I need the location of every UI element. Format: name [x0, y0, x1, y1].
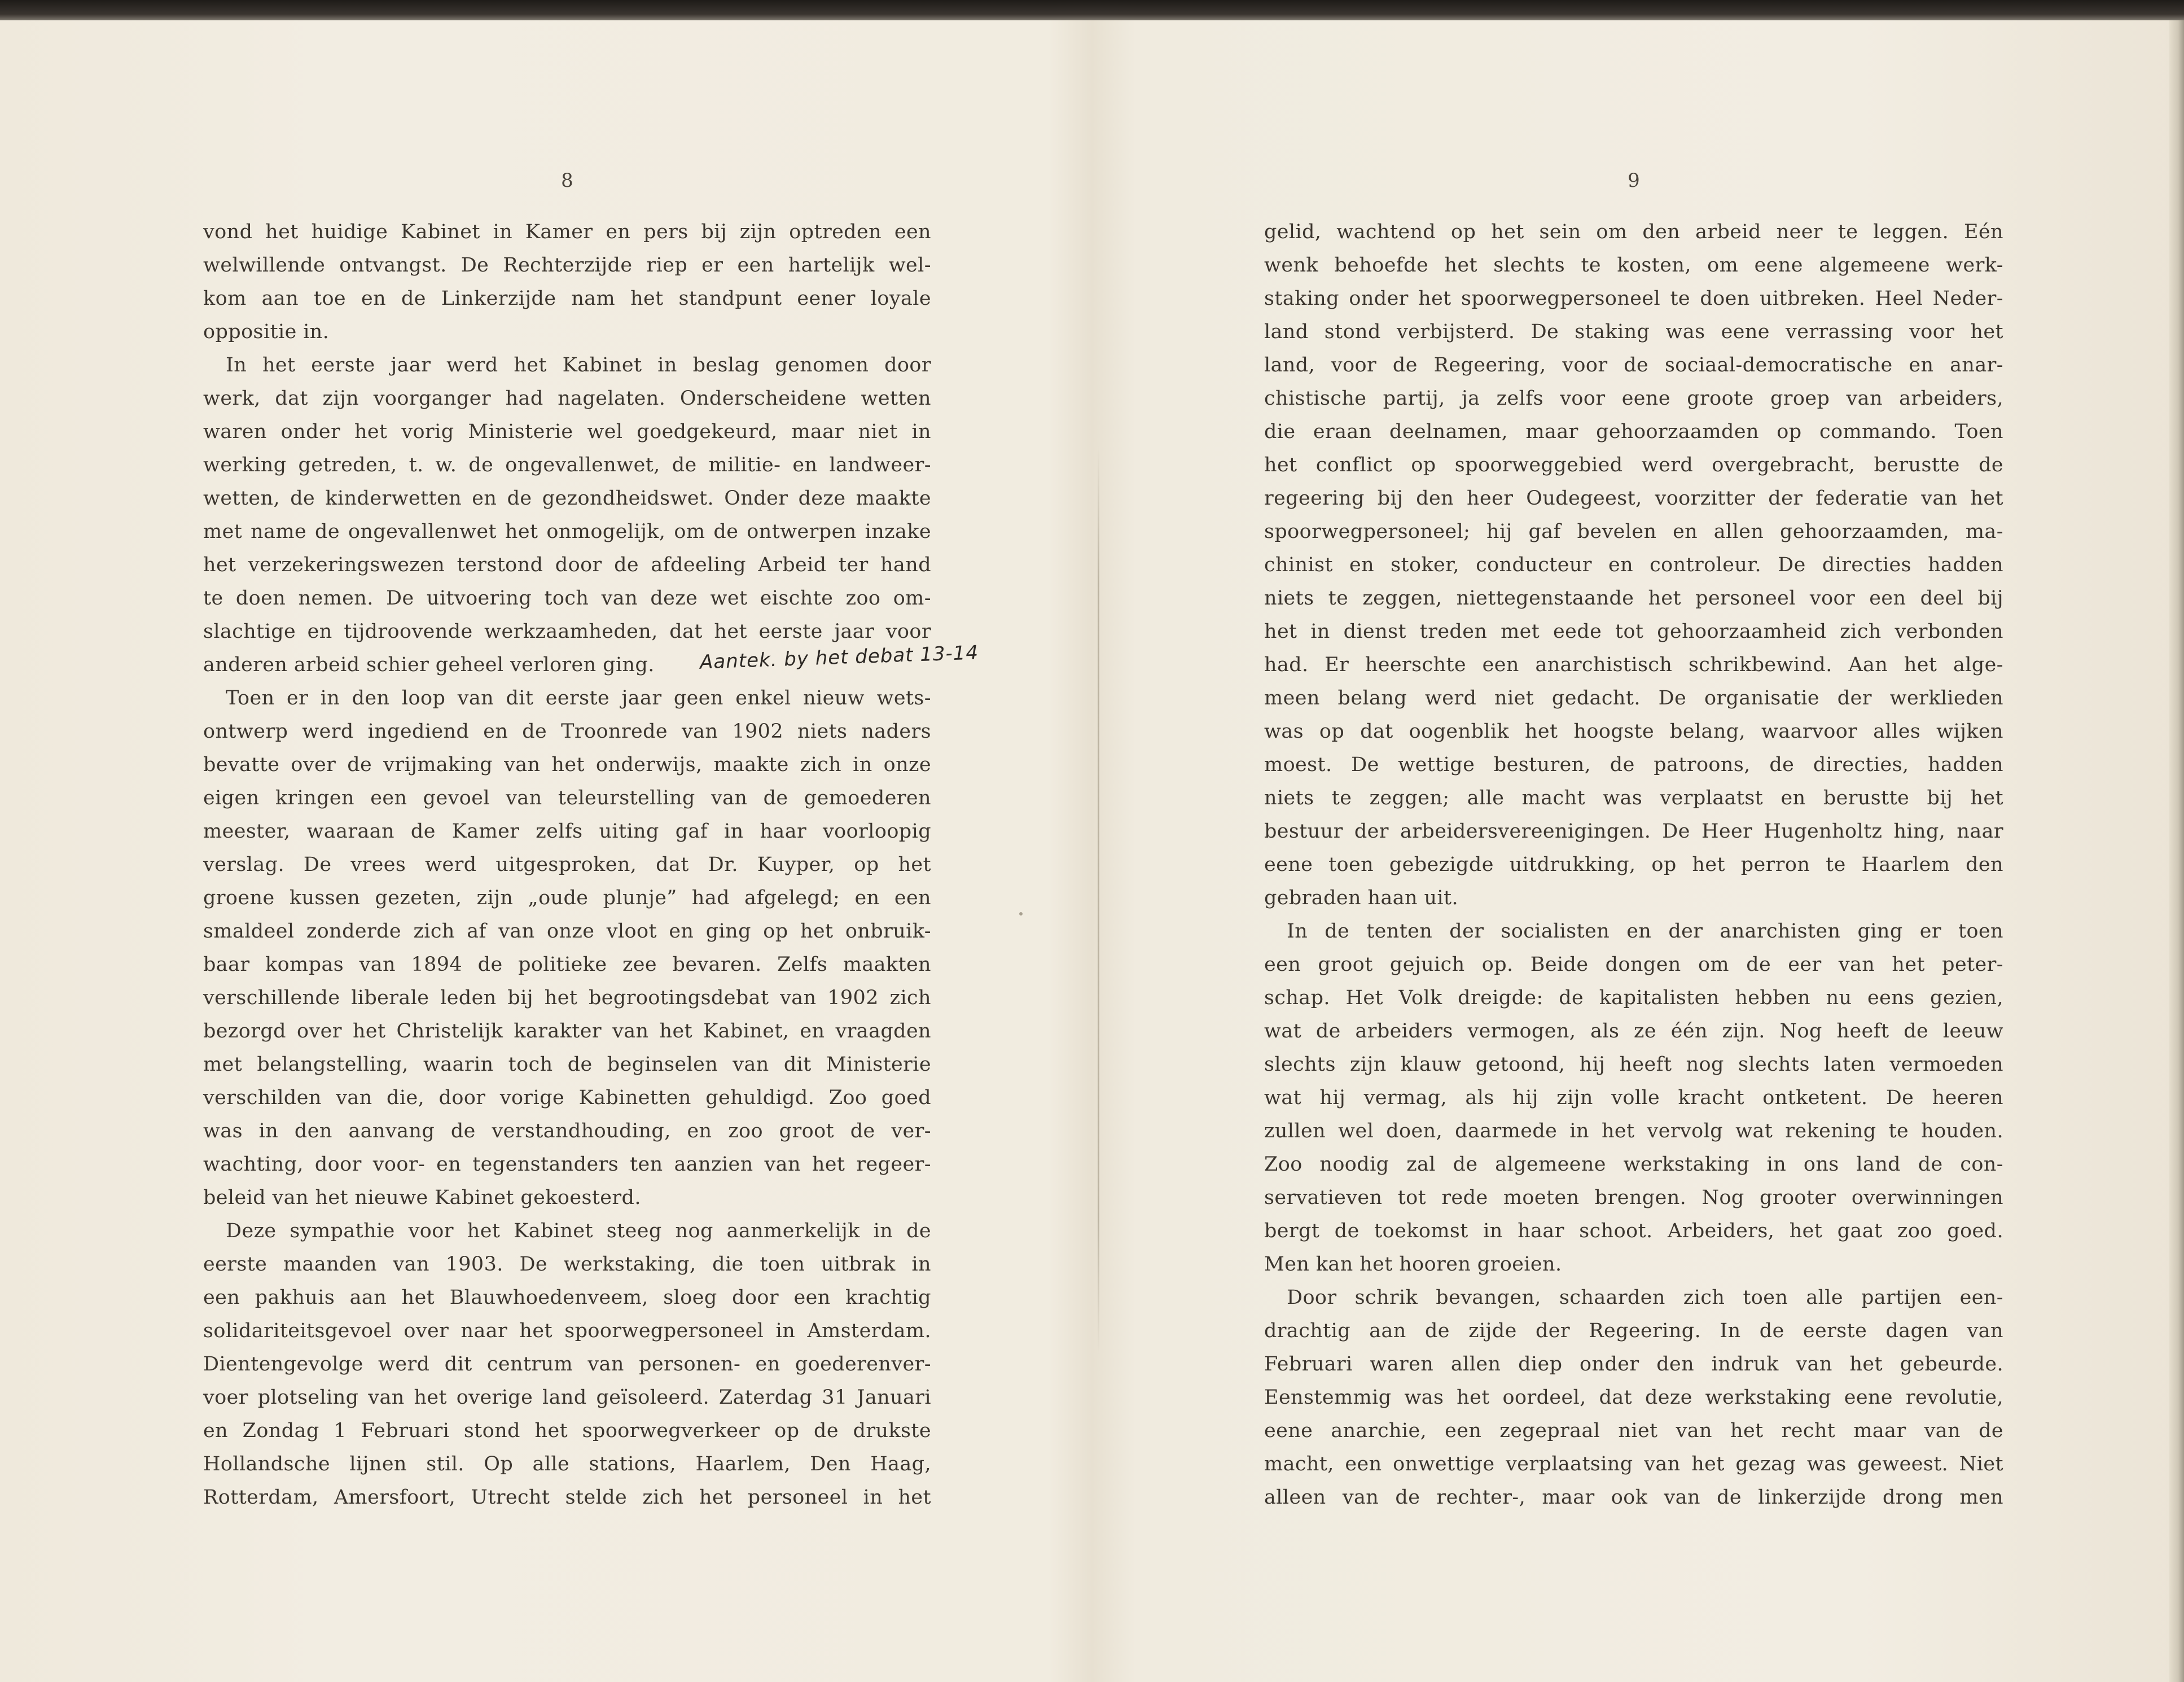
text-line: Dientengevolge werd dit centrum van personen- en goederenver-: [203, 1353, 931, 1376]
text-line: drachtig aan de zijde der Regeering. In de eerste dagen van: [1264, 1320, 2003, 1342]
text-line: vond het huidige Kabinet in Kamer en pers bij zijn optreden een: [203, 221, 931, 243]
text-line: Zoo noodig zal de algemeene werkstaking in ons land de con-: [1264, 1153, 2003, 1176]
text-line: In het eerste jaar werd het Kabinet in beslag genomen door: [226, 354, 931, 376]
text-line: verslag. De vrees werd uitgesproken, dat Dr. Kuyper, op het: [203, 853, 931, 876]
text-line: wetten, de kinderwetten en de gezondheidswet. Onder deze maakte: [203, 487, 931, 510]
text-line: niets te zeggen, niettegenstaande het personeel voor een deel bij: [1264, 587, 2003, 610]
text-line: gelid, wachtend op het sein om den arbeid neer te leggen. Eén: [1264, 221, 2003, 243]
text-line: solidariteitsgevoel over naar het spoorwegpersoneel in Amsterdam.: [203, 1320, 931, 1342]
text-line: beleid van het nieuwe Kabinet gekoesterd.: [203, 1186, 641, 1209]
text-line: en Zondag 1 Februari stond het spoorwegverkeer op de drukste: [203, 1420, 931, 1442]
text-line: werking getreden, t. w. de ongevallenwet, de militie- en landweer-: [203, 454, 931, 476]
text-line: Rotterdam, Amersfoort, Utrecht stelde zich het personeel in het: [203, 1486, 931, 1509]
text-line: kom aan toe en de Linkerzijde nam het standpunt eener loyale: [203, 287, 931, 310]
text-line: groene kussen gezeten, zijn „oude plunje” had afgelegd; en een: [203, 887, 931, 909]
paper-speck: [1019, 912, 1023, 916]
text-line: schap. Het Volk dreigde: de kapitalisten hebben nu eens gezien,: [1264, 987, 2003, 1009]
text-line: slachtige en tijdroovende werkzaamheden, dat het eerste jaar voor: [203, 620, 931, 643]
text-line: Deze sympathie voor het Kabinet steeg nog aanmerkelijk in de: [226, 1220, 931, 1242]
text-line: bergt de toekomst in haar schoot. Arbeiders, het gaat zoo goed.: [1264, 1220, 2003, 1242]
text-line: land stond verbijsterd. De staking was eene verrassing voor het: [1264, 321, 2003, 343]
text-line: met belangstelling, waarin toch de beginselen van dit Ministerie: [203, 1053, 931, 1076]
text-line: land, voor de Regeering, voor de sociaal-democratische en anar-: [1264, 354, 2003, 376]
handwritten-annotation: Aantek. by het debat 13-14: [699, 641, 979, 674]
text-line: voer plotseling van het overige land geïsoleerd. Zaterdag 31 Januari: [203, 1386, 931, 1409]
text-line: meen belang werd niet gedacht. De organisatie der werklieden: [1264, 687, 2003, 709]
text-line: wat de arbeiders vermogen, als ze één zijn. Nog heeft de leeuw: [1264, 1020, 2003, 1043]
text-line: bevatte over de vrijmaking van het onderwijs, maakte zich in onze: [203, 754, 931, 776]
text-line: was op dat oogenblik het hoogste belang, waarvoor alles wijken: [1264, 720, 2003, 743]
text-line: chistische partij, ja zelfs voor eene groote groep van arbeiders,: [1264, 387, 2003, 410]
text-line: meester, waaraan de Kamer zelfs uiting gaf in haar voorloopig: [203, 820, 931, 843]
text-line: Door schrik bevangen, schaarden zich toen alle partijen een-: [1287, 1286, 2003, 1309]
text-line: Men kan het hooren groeien.: [1264, 1253, 1562, 1276]
text-line: eene anarchie, een zegepraal niet van het recht maar van de: [1264, 1420, 2003, 1442]
text-line: welwillende ontvangst. De Rechterzijde riep er een hartelijk wel-: [203, 254, 931, 277]
text-line: met name de ongevallenwet het onmogelijk, om de ontwerpen inzake: [203, 520, 931, 543]
text-line: die eraan deelnamen, maar gehoorzaamden op commando. Toen: [1264, 420, 2003, 443]
text-line: te doen nemen. De uitvoering toch van deze wet eischte zoo om-: [203, 587, 931, 610]
text-line: chinist en stoker, conducteur en controleur. De directies hadden: [1264, 554, 2003, 576]
gutter-fold: [1098, 446, 1099, 1355]
text-line: gebraden haan uit.: [1264, 887, 1458, 909]
right-page: [1264, 169, 2003, 1514]
text-line: zullen wel doen, daarmede in het vervolg wat rekening te houden.: [1264, 1120, 2003, 1142]
text-line: baar kompas van 1894 de politieke zee bevaren. Zelfs maakten: [203, 953, 931, 976]
text-line: Februari waren allen diep onder den indruk van het gebeurde.: [1264, 1353, 2003, 1376]
text-line: staking onder het spoorwegpersoneel te doen uitbreken. Heel Neder-: [1264, 287, 2003, 310]
text-line: spoorwegpersoneel; hij gaf bevelen en allen gehoorzaamden, ma-: [1264, 520, 2003, 543]
text-line: een groot gejuich op. Beide dongen om de eer van het peter-: [1264, 953, 2003, 976]
text-line: moest. De wettige besturen, de patroons, de directies, hadden: [1264, 754, 2003, 776]
text-line: In de tenten der socialisten en der anarchisten ging er toen: [1287, 920, 2003, 943]
text-line: het in dienst treden met eede tot gehoorzaamheid zich verbonden: [1264, 620, 2003, 643]
text-line: Toen er in den loop van dit eerste jaar geen enkel nieuw wets-: [226, 687, 931, 709]
text-line: verschilden van die, door vorige Kabinetten gehuldigd. Zoo goed: [203, 1087, 931, 1109]
page-number: 8: [561, 169, 573, 192]
page-number: 9: [1628, 169, 1640, 192]
text-line: oppositie in.: [203, 321, 330, 343]
text-line: eerste maanden van 1903. De werkstaking, die toen uitbrak in: [203, 1253, 931, 1276]
text-line: werk, dat zijn voorganger had nagelaten. Onderscheidene wetten: [203, 387, 931, 410]
left-text-block: [203, 216, 931, 1514]
text-line: was in den aanvang de verstandhouding, en zoo groot de ver-: [203, 1120, 931, 1142]
text-line: wenk behoefde het slechts te kosten, om eene algemeene werk-: [1264, 254, 2003, 277]
text-line: had. Er heerschte een anarchistisch schrikbewind. Aan het alge-: [1264, 654, 2003, 676]
text-line: ontwerp werd ingediend en de Troonrede van 1902 niets naders: [203, 720, 931, 743]
text-line: slechts zijn klauw getoond, hij heeft nog slechts laten vermoeden: [1264, 1053, 2003, 1076]
text-line: waren onder het vorig Ministerie wel goedgekeurd, maar niet in: [203, 420, 931, 443]
text-line: het verzekeringswezen terstond door de afdeeling Arbeid ter hand: [203, 554, 931, 576]
text-line: Hollandsche lijnen stil. Op alle stations, Haarlem, Den Haag,: [203, 1453, 931, 1475]
text-line: regeering bij den heer Oudegeest, voorzitter der federatie van het: [1264, 487, 2003, 510]
text-line: Eenstemmig was het oordeel, dat deze werkstaking eene revolutie,: [1264, 1386, 2003, 1409]
text-line: niets te zeggen; alle macht was verplaatst en berustte bij het: [1264, 787, 2003, 809]
text-line: servatieven tot rede moeten brengen. Nog grooter overwinningen: [1264, 1186, 2003, 1209]
text-line: verschillende liberale leden bij het begrootingsdebat van 1902 zich: [203, 987, 931, 1009]
text-line: alleen van de rechter-, maar ook van de linkerzijde drong men: [1264, 1486, 2003, 1509]
text-line: eene toen gebezigde uitdrukking, op het perron te Haarlem den: [1264, 853, 2003, 876]
text-line: smaldeel zonderde zich af van onze vloot en ging op het onbruik-: [203, 920, 931, 943]
text-line: anderen arbeid schier geheel verloren ging.: [203, 654, 655, 676]
right-text-block: [1264, 216, 2003, 1514]
text-line: macht, een onwettige verplaatsing van het gezag was geweest. Niet: [1264, 1453, 2003, 1475]
text-line: een pakhuis aan het Blauwhoedenveem, sloeg door een krachtig: [203, 1286, 931, 1309]
text-line: bezorgd over het Christelijk karakter van het Kabinet, en vraagden: [203, 1020, 931, 1043]
text-line: bestuur der arbeidersvereenigingen. De Heer Hugenholtz hing, naar: [1264, 820, 2003, 843]
book-right-edge: [2169, 20, 2184, 1682]
text-line: eigen kringen een gevoel van teleurstelling van de gemoederen: [203, 787, 931, 809]
text-line: wat hij vermag, als hij zijn volle kracht ontketent. De heeren: [1264, 1087, 2003, 1109]
left-page: [203, 169, 931, 1514]
text-line: wachting, door voor- en tegenstanders ten aanzien van het regeer-: [203, 1153, 931, 1176]
text-line: het conflict op spoorweggebied werd overgebracht, berustte de: [1264, 454, 2003, 476]
